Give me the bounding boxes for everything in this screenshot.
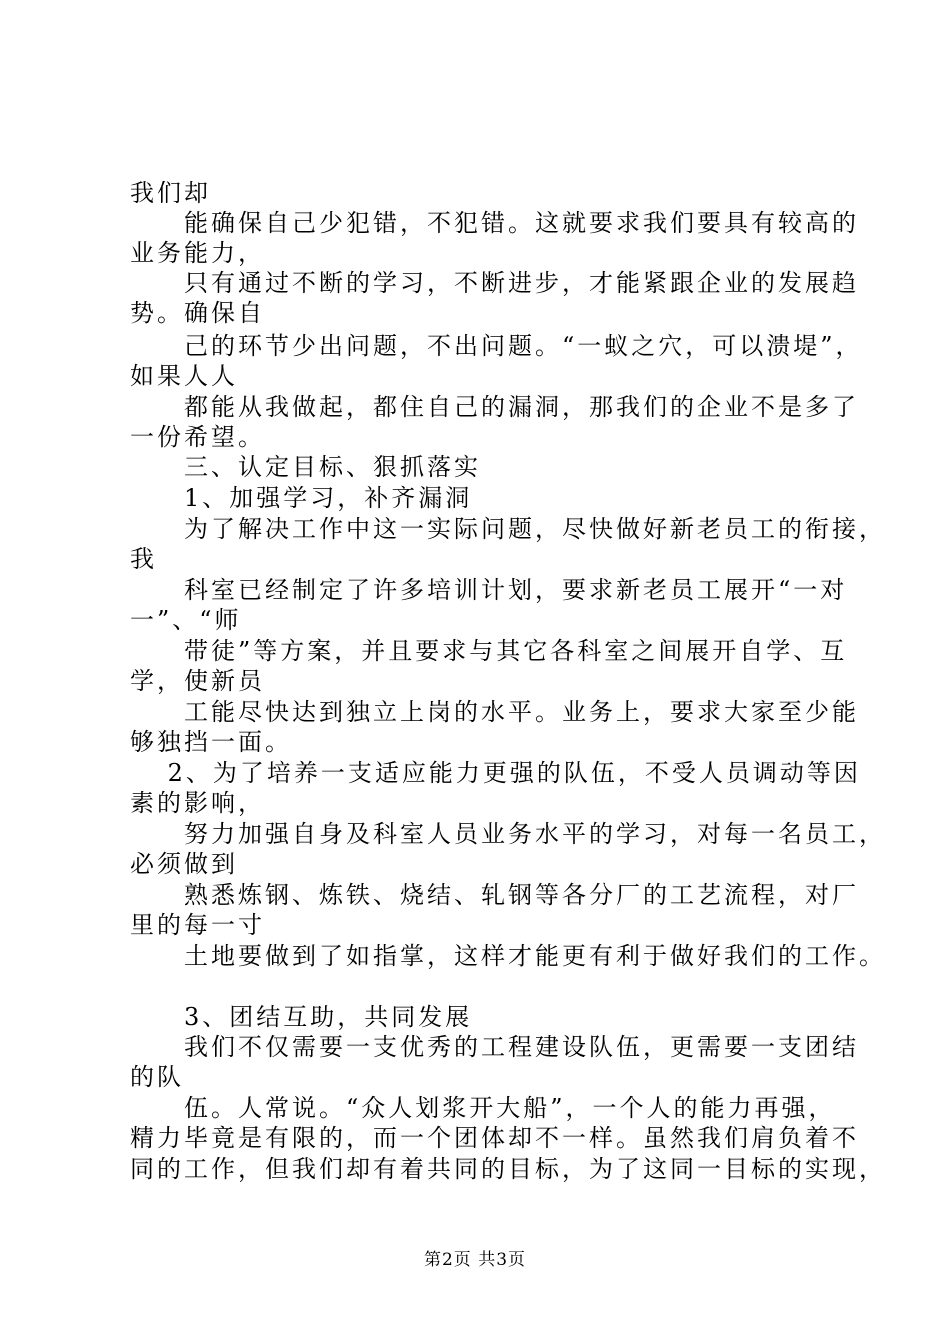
subsection-heading: 1、加强学习，补齐漏洞 xyxy=(130,484,473,512)
text-line: 我 xyxy=(130,545,157,573)
text-line: 里的每一寸 xyxy=(130,911,265,939)
text-line: 必须做到 xyxy=(130,850,238,878)
text-line: 为了解决工作中这一实际问题，尽快做好新老员工的衔接， xyxy=(130,515,886,543)
text-line: 素的影响， xyxy=(130,789,265,817)
text-line: 科室已经制定了许多培训计划，要求新老员工展开“一对 xyxy=(130,576,848,604)
text-line: 我们却 xyxy=(130,179,211,207)
text-line: 伍。人常说。“众人划浆开大船”，一个人的能力再强， xyxy=(130,1094,836,1122)
text-line: 业务能力， xyxy=(130,239,265,267)
subsection-heading: 3、团结互助，共同发展 xyxy=(130,1003,473,1031)
text-line: 势。确保自 xyxy=(130,299,265,327)
text-line: 如果人人 xyxy=(130,362,238,390)
text-line: 能确保自己少犯错，不犯错。这就要求我们要具有较高的 xyxy=(130,209,859,237)
text-line: 一”、“师 xyxy=(130,606,242,634)
text-line: 够独挡一面。 xyxy=(130,728,292,756)
text-line: 土地要做到了如指掌，这样才能更有利于做好我们的工作。 xyxy=(130,942,886,970)
text-line: 学，使新员 xyxy=(130,667,265,695)
text-line: 的队 xyxy=(130,1063,184,1091)
text-line: 努力加强自身及科室人员业务水平的学习，对每一名员工， xyxy=(130,820,886,848)
text-line: 我们不仅需要一支优秀的工程建设队伍，更需要一支团结 xyxy=(130,1033,859,1061)
text-line: 一份希望。 xyxy=(130,423,265,451)
text-line: 熟悉炼钢、炼铁、烧结、轧钢等各分厂的工艺流程，对厂 xyxy=(130,881,859,909)
page-number-footer: 第2页 共3页 xyxy=(423,1250,527,1270)
text-line: 精力毕竟是有限的，而一个团体却不一样。虽然我们肩负着不 xyxy=(130,1124,859,1152)
text-line: 己的环节少出问题，不出问题。“一蚁之穴，可以溃堤”， xyxy=(130,332,863,360)
text-line: 工能尽快达到独立上岗的水平。业务上，要求大家至少能 xyxy=(130,698,859,726)
section-heading: 三、认定目标、狠抓落实 xyxy=(130,453,481,481)
text-line: 2、为了培养一支适应能力更强的队伍，不受人员调动等因 xyxy=(130,759,861,787)
text-line: 只有通过不断的学习，不断进步，才能紧跟企业的发展趋 xyxy=(130,269,859,297)
text-line: 带徒”等方案，并且要求与其它各科室之间展开自学、互 xyxy=(130,637,848,665)
text-line: 都能从我做起，都住自己的漏洞，那我们的企业不是多了 xyxy=(130,393,859,421)
text-line: 同的工作，但我们却有着共同的目标，为了这同一目标的实现， xyxy=(130,1155,886,1183)
